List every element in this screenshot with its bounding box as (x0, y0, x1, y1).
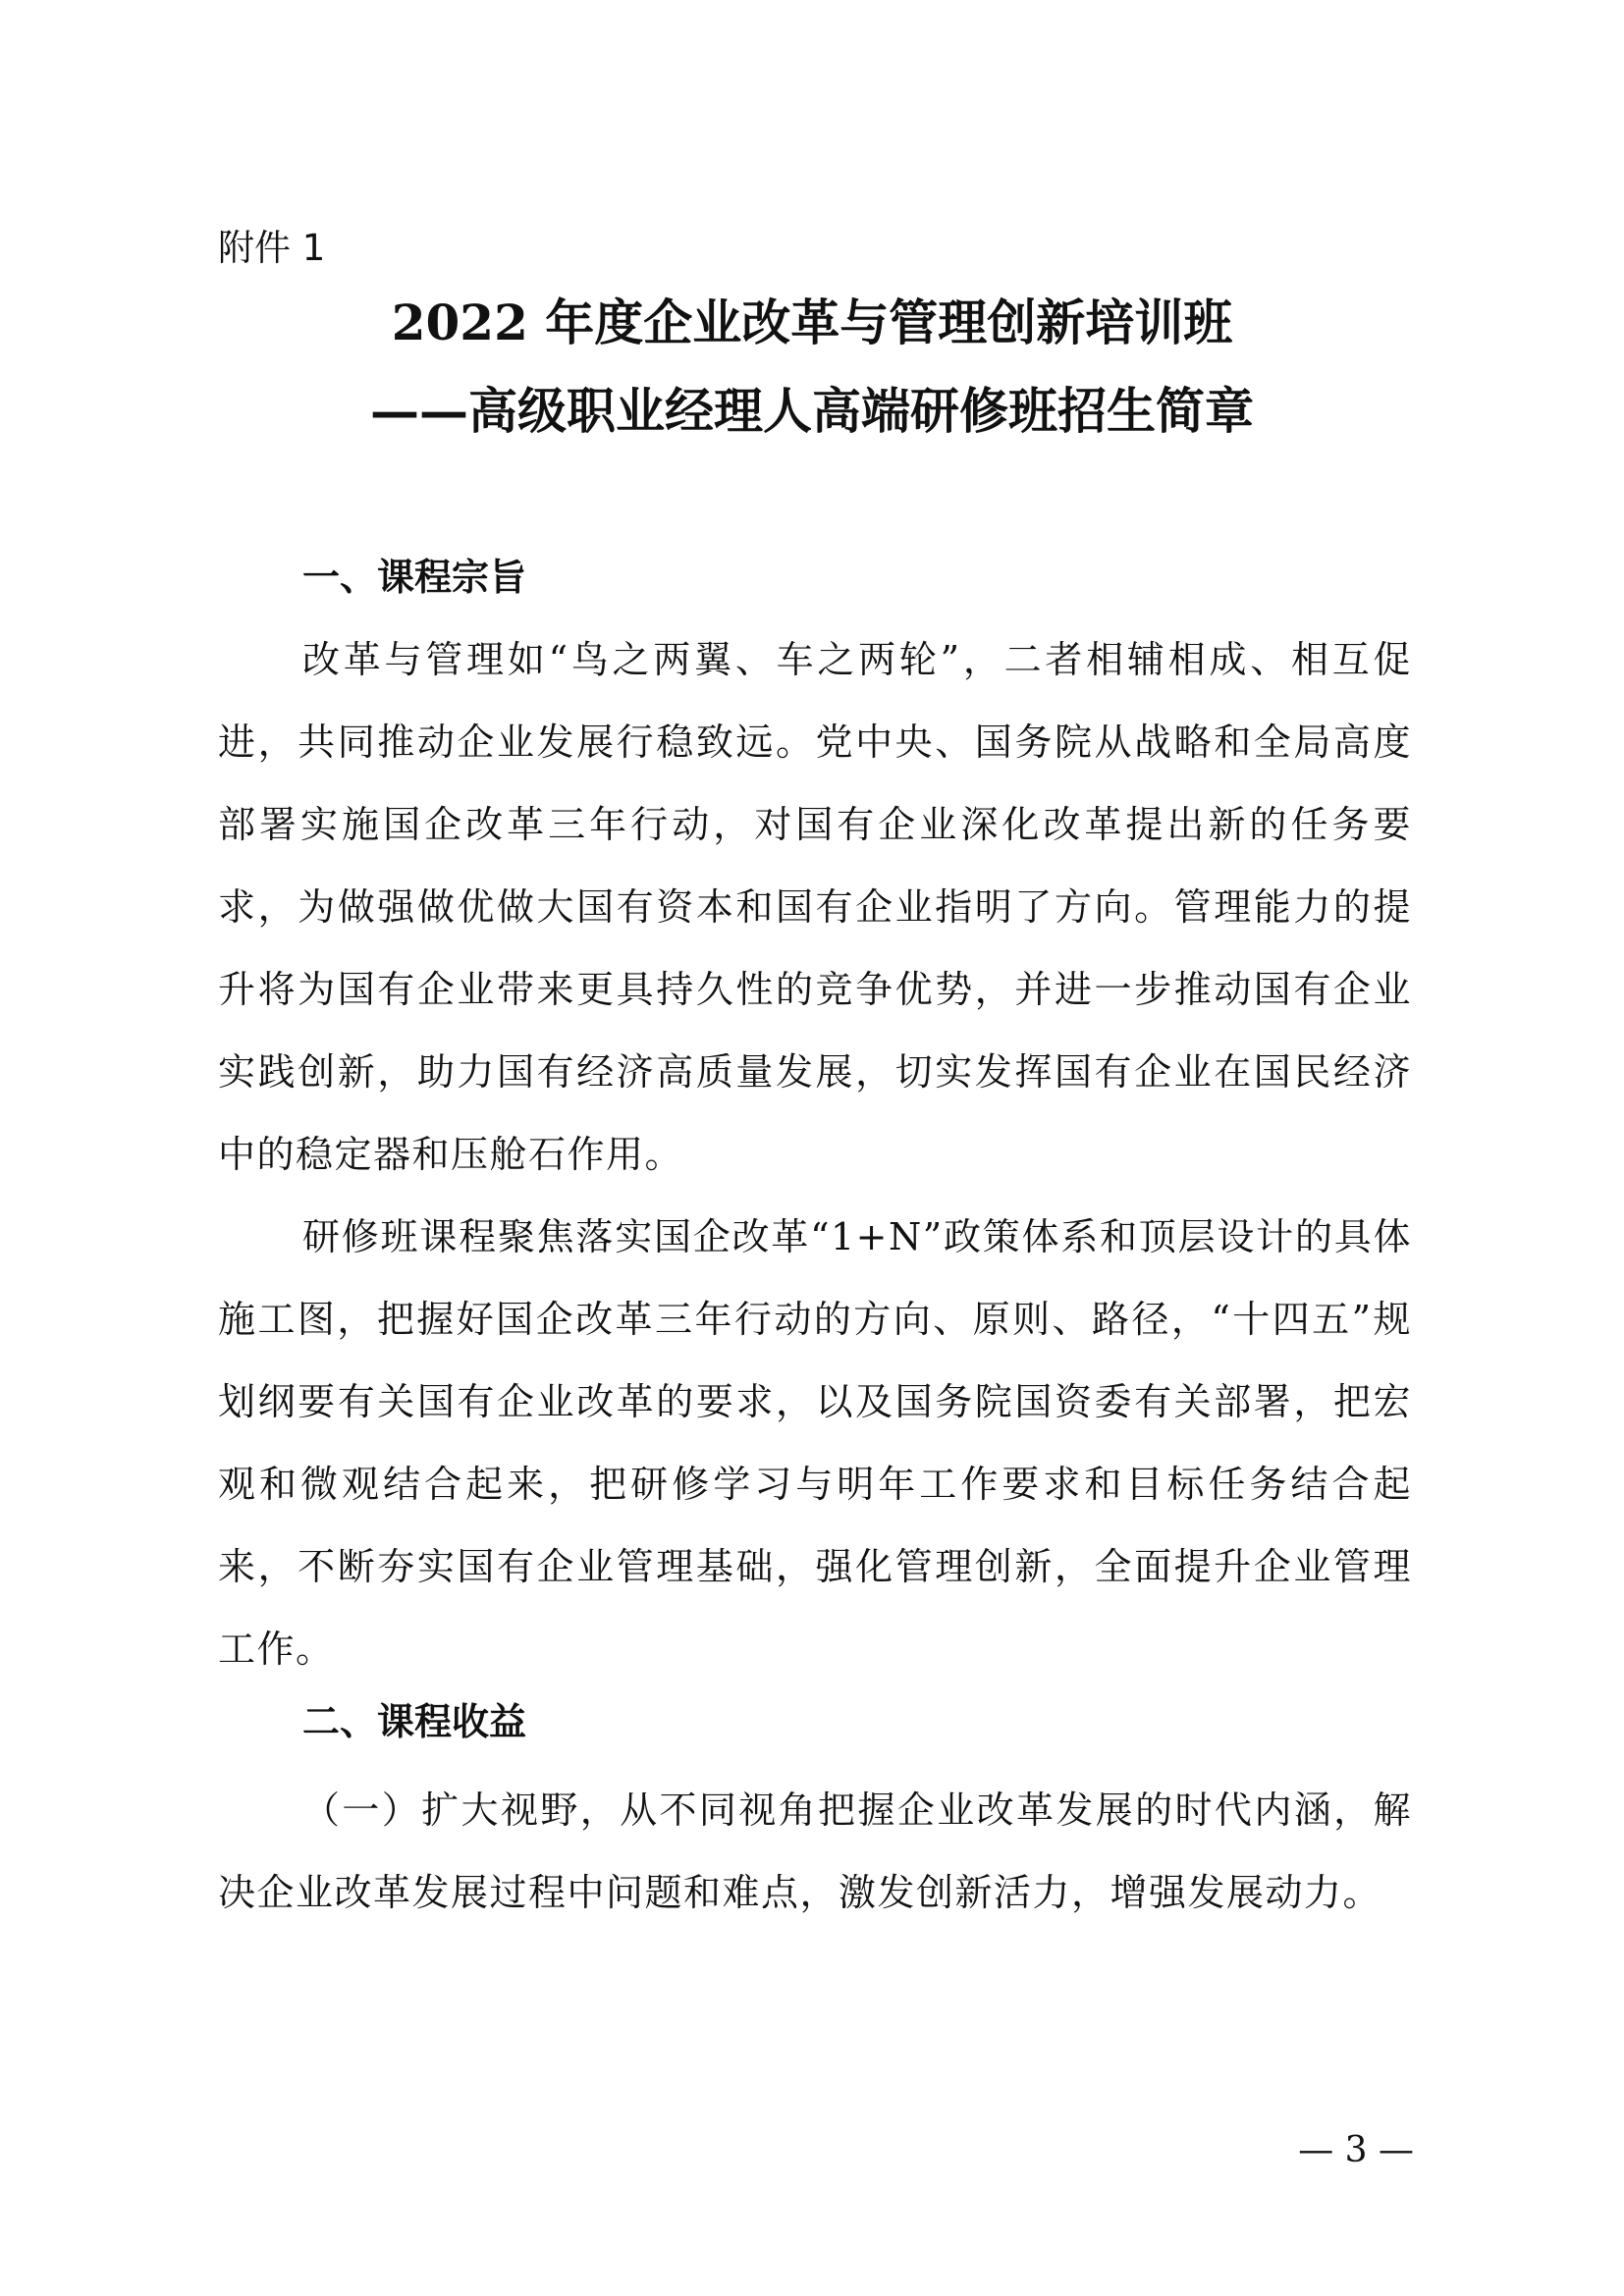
paragraph-course-purpose-1: 改革与管理如“鸟之两翼、车之两轮”，二者相辅相成、相互促进，共同推动企业发展行稳致远。党中央、国务院从战略和全局高度部署实施国企改革三年行动，对国有企业深化改革提出新的任务要求，为做强做优做大国有资本和国有企业指明了方向。管理能力的提升将为国有企业带来更具持久性的竞争优势，并进一步推动国有企业实践创新，助力国有经济高质量发展，切实发挥国有企业在国民经济中的稳定器和压舱石作用。 (218, 638, 1412, 1176)
section-heading-course-benefits: 二、课程收益 (302, 1700, 527, 1743)
section-heading-course-purpose: 一、课程宗旨 (302, 556, 527, 599)
paragraph-course-purpose-2: 研修班课程聚焦落实国企改革“1+N”政策体系和顶层设计的具体施工图，把握好国企改革三年行动的方向、原则、路径，“十四五”规划纲要有关国有企业改革的要求，以及国务院国资委有关部署，把宏观和微观结合起来，把研修学习与明年工作要求和目标任务结合起来，不断夯实国有企业管理基础，强化管理创新，全面提升企业管理工作。 (218, 1215, 1412, 1671)
document-title-line-2: ——高级职业经理人高端研修班招生简章 (370, 382, 1254, 440)
attachment-label: 附件 1 (218, 227, 326, 269)
page-number: — 3 — (1298, 2130, 1414, 2170)
paragraph-course-benefits-1: （一）扩大视野，从不同视角把握企业改革发展的时代内涵，解决企业改革发展过程中问题和难点，激发创新活力，增强发展动力。 (218, 1789, 1412, 1914)
document-title-line-1: 2022 年度企业改革与管理创新培训班 (391, 294, 1233, 351)
